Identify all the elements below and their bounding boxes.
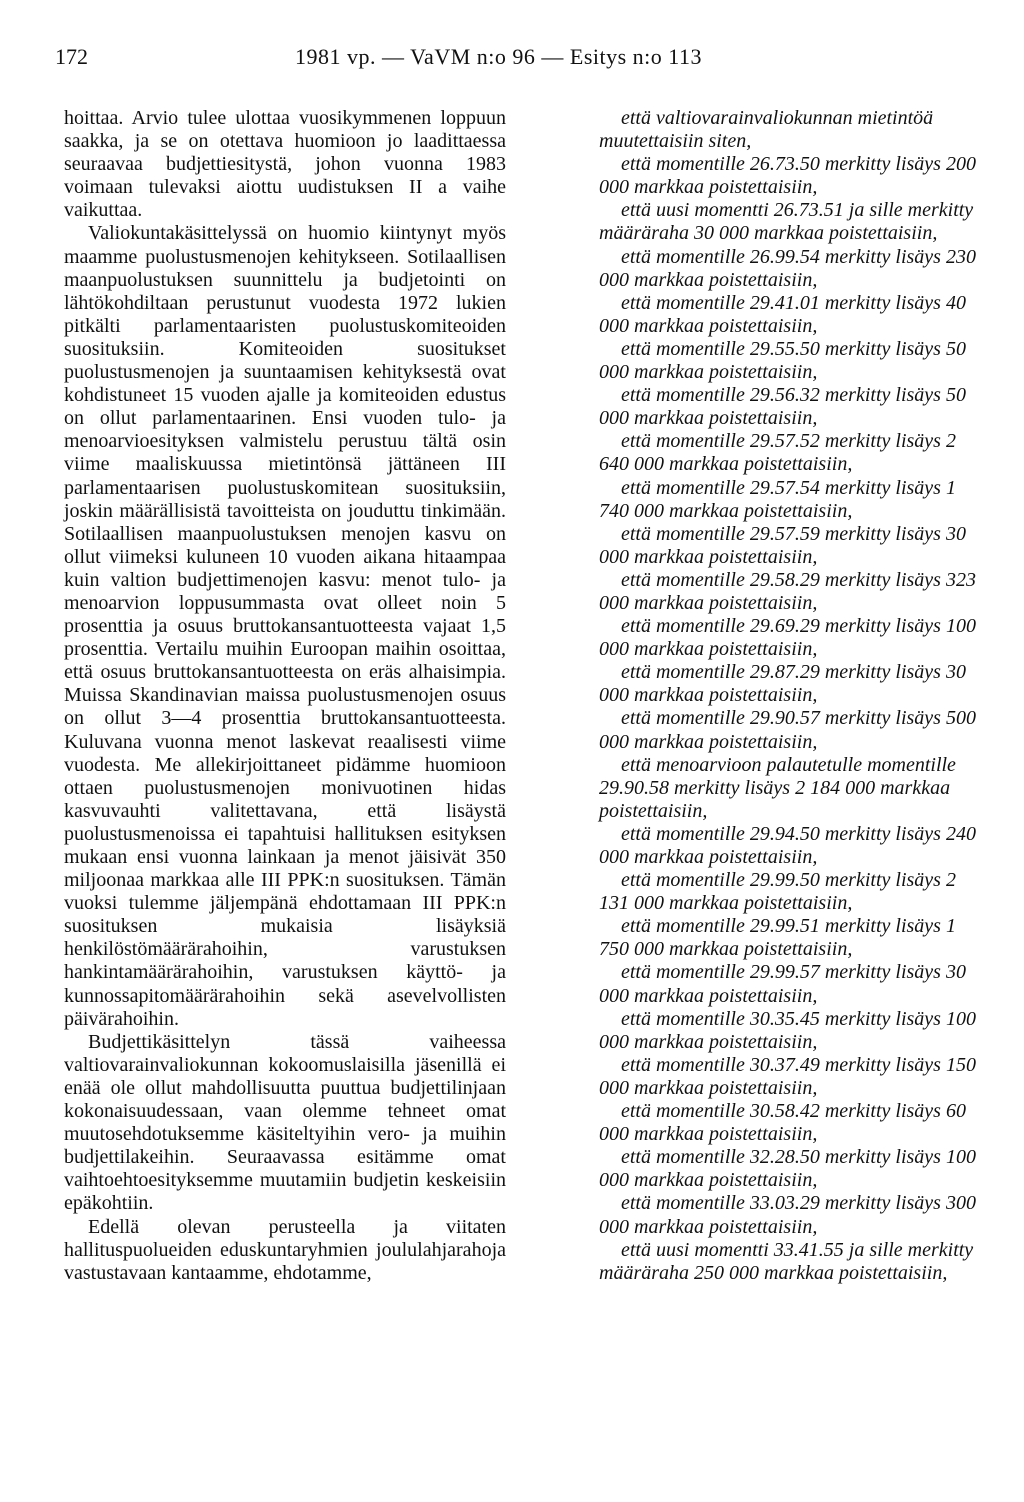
proposal-item: että momentille 26.73.50 merkitty lisäys 200 000 markkaa poistettaisiin, xyxy=(599,153,976,199)
proposal-item: että uusi momentti 33.41.55 ja sille merkitty määräraha 250 000 markkaa poistettaisiin, xyxy=(599,1238,974,1284)
proposal-item: että momentille 29.55.50 merkitty lisäys 50 000 markkaa poistettaisiin, xyxy=(599,337,966,384)
page-number: 172 xyxy=(55,44,88,69)
proposal-item: että momentille 30.37.49 merkitty lisäys 150 000 markkaa poistettaisiin, xyxy=(599,1053,976,1099)
paragraph: Budjettikäsittelyn tässä vaiheessa valtiovarainvaliokunnan kokoomuslaisilla jäsenillä ei enää ole ollut mahdollisuutta puuttua budjettilinjaan kokonaisuudessaan, vaan olemme tehneet omat muutosehdotuksemme käsiteltyihin vero- ja muihin budjettilakeihin. Seuraavassa esitämme omat vaihtoehtoesityksemme muutamiin budjetin keskeisiin epäkohtiin. xyxy=(64,1030,506,1215)
proposal-item: että menoarvioon palautetulle momentille 29.90.58 merkitty lisäys 2 184 000 markkaa poistettaisiin, xyxy=(599,753,956,822)
proposal-item: että momentille 29.99.51 merkitty lisäys 1 750 000 markkaa poistettaisiin, xyxy=(599,915,956,961)
proposal-item: että momentille 29.57.59 merkitty lisäys 30 000 markkaa poistettaisiin, xyxy=(599,522,966,568)
proposal-item: että momentille 29.57.52 merkitty lisäys 2 640 000 markkaa poistettaisiin, xyxy=(599,430,956,476)
proposal-item: että momentille 32.28.50 merkitty lisäys 100 000 markkaa poistettaisiin, xyxy=(599,1146,976,1192)
proposal-item: että momentille 29.87.29 merkitty lisäys 30 000 markkaa poistettaisiin, xyxy=(599,661,966,707)
proposal-item: että uusi momentti 26.73.51 ja sille merkitty määräraha 30 000 markkaa poistettaisiin, xyxy=(599,199,974,245)
proposal-item: että momentille 26.99.54 merkitty lisäys 230 000 markkaa poistettaisiin, xyxy=(599,245,976,291)
right-column-proposals xyxy=(599,107,977,1285)
proposal-item: että momentille 29.41.01 merkitty lisäys 40 000 markkaa poistettaisiin, xyxy=(599,291,966,337)
left-column xyxy=(64,107,506,1285)
paragraph: Edellä olevan perusteella ja viitaten hallituspuolueiden eduskuntaryhmien joululahjarahoja vastustavaan kantaamme, ehdotamme, xyxy=(64,1215,506,1284)
proposal-item: että momentille 29.99.50 merkitty lisäys 2 131 000 markkaa poistettaisiin, xyxy=(599,869,956,915)
proposal-item: että momentille 29.57.54 merkitty lisäys 1 740 000 markkaa poistettaisiin, xyxy=(599,476,956,522)
proposal-item: että momentille 29.56.32 merkitty lisäys 50 000 markkaa poistettaisiin, xyxy=(599,384,966,430)
proposal-item: että momentille 29.58.29 merkitty lisäys 323 000 markkaa poistettaisiin, xyxy=(599,568,976,614)
running-title: 1981 vp. — VaVM n:o 96 — Esitys n:o 113 xyxy=(295,44,702,69)
proposal-item: että valtiovarainvaliokunnan mietintöä muutettaisiin siten, xyxy=(599,107,934,153)
proposal-item: että momentille 30.35.45 merkitty lisäys 100 000 markkaa poistettaisiin, xyxy=(599,1007,976,1053)
proposal-item: että momentille 29.94.50 merkitty lisäys 240 000 markkaa poistettaisiin, xyxy=(599,822,976,868)
proposal-item: että momentille 30.58.42 merkitty lisäys 60 000 markkaa poistettaisiin, xyxy=(599,1100,966,1146)
page-header xyxy=(55,44,1015,78)
paragraph: hoittaa. Arvio tulee ulottaa vuosikymmenen loppuun saakka, ja se on otettava huomioon jo laadittaessa seuraavaa budjettiesitystä, johon vuonna 1983 voimaan tulevaksi aiottu uudistuksen II a vaihe vaikuttaa. xyxy=(64,107,506,222)
proposal-item: että momentille 29.90.57 merkitty lisäys 500 000 markkaa poistettaisiin, xyxy=(599,707,976,753)
proposal-item: että momentille 29.69.29 merkitty lisäys 100 000 markkaa poistettaisiin, xyxy=(599,615,976,661)
proposal-item: että momentille 29.99.57 merkitty lisäys 30 000 markkaa poistettaisiin, xyxy=(599,961,966,1007)
paragraph: Valiokuntakäsittelyssä on huomio kiintynyt myös maamme puolustusmenojen kehitykseen. Sotilaallisen maanpuolustuksen suunnittelu ja budjetointi on lähtökohdiltaan perustunut vuodesta 1972 lukien pitkälti parlamentaaristen puolustuskomiteoiden suosituksiin. Komiteoiden suositukset puolustusmenojen ja suuntaamisen kehityksestä ovat kohdistuneet 15 vuoden ajalle ja komiteoiden edustus on ollut parlamentaarinen. Ensi vuoden tulo- ja menoarvioesityksen valmistelu perustuu tältä osin viime maaliskuussa mietintönsä jättäneen III parlamentaarisen puolustuskomitean suosituksiin, joskin määrällisistä tavoitteista on jouduttu tinkimään. Sotilaallisen maanpuolustuksen menojen kasvu on ollut viimeksi kuluneen 10 vuoden aikana hitaampaa kuin valtion budjettimenojen kasvu: menot tulo- ja menoarvion loppusummasta ovat olleet noin 5 prosenttia ja osuus bruttokansantuotteesta vajaat 1,5 prosenttia. Vertailu muihin Euroopan maihin osoittaa, että osuus bruttokansantuotteesta on eräs alhaisimpia. Muissa Skandinavian maissa puolustusmenojen osuus on ollut 3—4 prosenttia bruttokansantuotteesta. Kuluvana vuonna menot laskevat reaalisesti viime vuodesta. Me allekirjoittaneet pidämme huomioon ottaen puolustusmenojen monivuotinen hidas kasvuvauhti valitettavana, että lisäystä puolustusmenoissa ei tapahtuisi hallituksen esityksen mukaan ensi vuonna lainkaan ja menot jäisivät 350 miljoonaa markkaa alle III PPK:n suosituksen. Tämän vuoksi tulemme jäljempänä ehdottamaan III PPK:n suosituksen mukaisia lisäyksiä henkilöstömäärärahoihin, varustuksen hankintamäärärahoihin, varustuksen käyttö- ja kunnossapitomäärärahoihin sekä asevelvollisten päivärahoihin. xyxy=(64,222,506,1030)
proposal-item: että momentille 33.03.29 merkitty lisäys 300 000 markkaa poistettaisiin, xyxy=(599,1192,976,1238)
